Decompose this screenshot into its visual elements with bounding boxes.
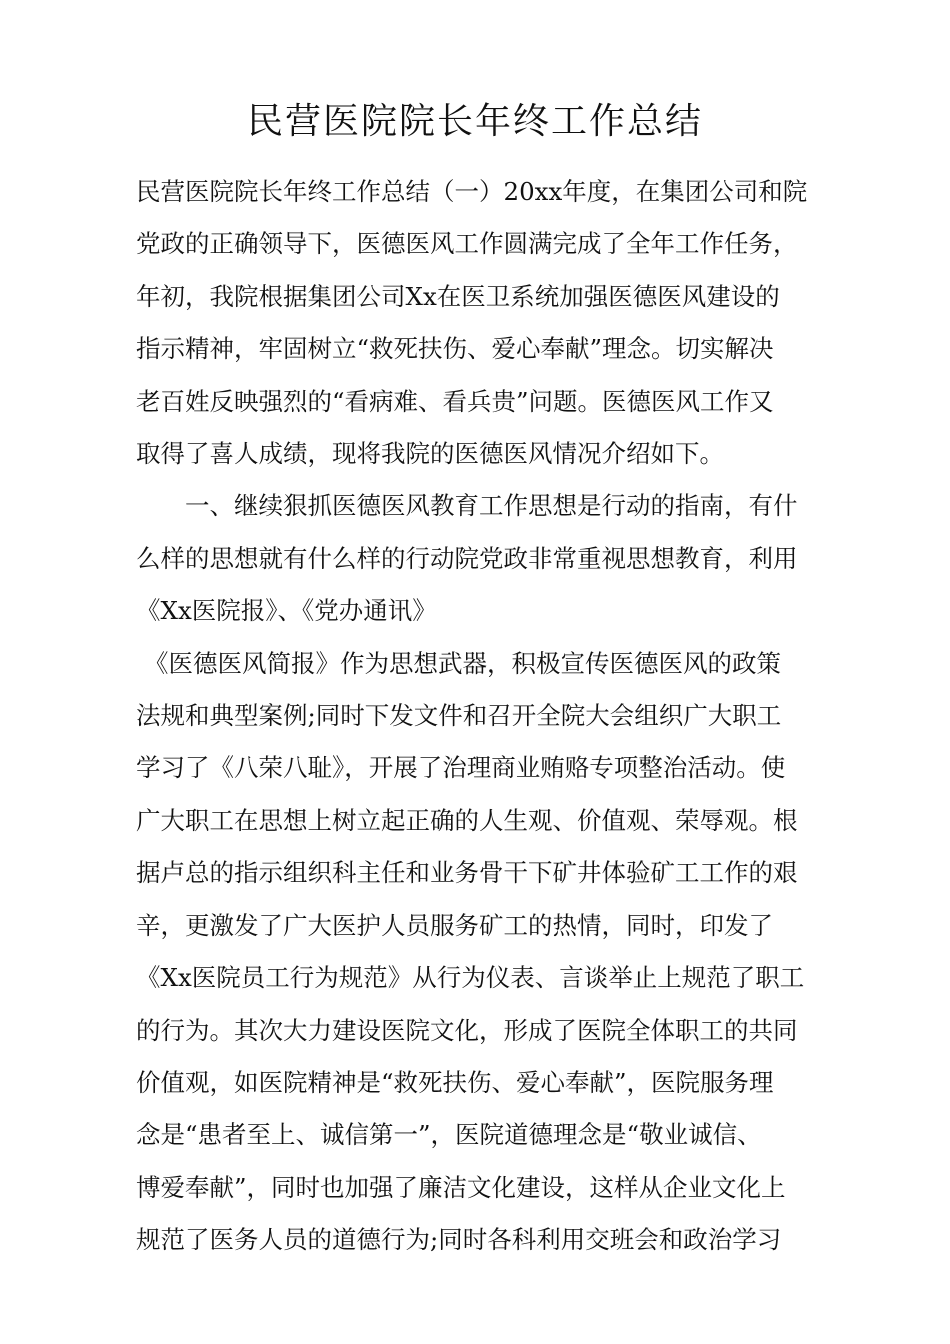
text-line: 《医德医风简报》作为思想武器，积极宣传医德医风的政策 xyxy=(144,648,781,678)
text-line: 《Xx医院报》、《党办通讯》 xyxy=(136,596,437,626)
text-line: 的行为。其次大力建设医院文化，形成了医院全体职工的共同 xyxy=(136,1015,798,1045)
text-line: 法规和典型案例;同时下发文件和召开全院大会组织广大职工 xyxy=(136,701,782,731)
text-line: 党政的正确领导下，医德医风工作圆满完成了全年工作任务， xyxy=(136,229,798,259)
text-line: 规范了医务人员的道德行为;同时各科利用交班会和政治学习 xyxy=(136,1225,782,1255)
text-line: 辛，更激发了广大医护人员服务矿工的热情，同时，印发了 xyxy=(136,910,773,940)
text-line: 据卢总的指示组织科主任和业务骨干下矿井体验矿工工作的艰 xyxy=(136,858,798,888)
text-line: 民营医院院长年终工作总结（一）20xx年度，在集团公司和院 xyxy=(136,177,808,206)
text-line: 老百姓反映强烈的“看病难、看兵贵”问题。医德医风工作又 xyxy=(136,386,774,416)
text-line: 博爱奉献”，同时也加强了廉洁文化建设，这样从企业文化上 xyxy=(136,1172,786,1202)
text-line: 么样的思想就有什么样的行动院党政非常重视思想教育，利用 xyxy=(136,543,798,573)
text-line: 取得了喜人成绩，现将我院的医德医风情况介绍如下。 xyxy=(136,439,724,469)
text-line: 《Xx医院员工行为规范》从行为仪表、言谈举止上规范了职工 xyxy=(136,963,805,993)
document-body xyxy=(136,166,836,1267)
text-line: 念是“患者至上、诚信第一”，医院道德理念是“敬业诚信、 xyxy=(136,1120,762,1150)
text-line: 年初，我院根据集团公司Xx在医卫系统加强医德医风建设的 xyxy=(136,281,780,311)
section-heading-line: 一、继续狠抓医德医风教育工作思想是行动的指南，有什 xyxy=(185,491,798,521)
text-line: 价值观，如医院精神是“救死扶伤、爱心奉献”，医院服务理 xyxy=(136,1067,774,1097)
document-title: 民营医院院长年终工作总结 xyxy=(246,101,703,142)
text-line: 指示精神，牢固树立“救死扶伤、爱心奉献”理念。切实解决 xyxy=(136,334,774,364)
text-line: 学习了《八荣八耻》，开展了治理商业贿赂专项整治活动。使 xyxy=(136,753,786,783)
text-line: 广大职工在思想上树立起正确的人生观、价值观、荣辱观。根 xyxy=(136,805,798,835)
